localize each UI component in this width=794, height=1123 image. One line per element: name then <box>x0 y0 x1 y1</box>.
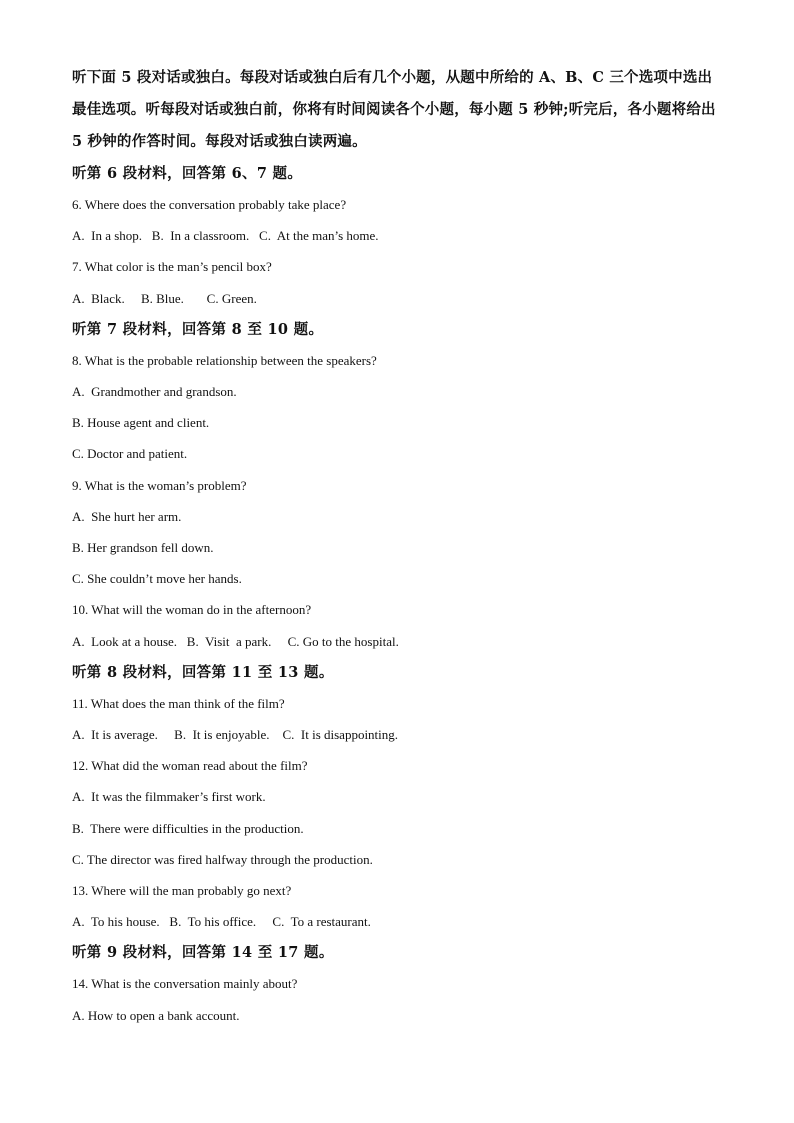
question-text: 10. What will the woman do in the afternoon? <box>72 602 312 618</box>
exam-page <box>72 62 722 1031</box>
section-3 <box>72 657 722 938</box>
question-text: 9. What is the woman’s problem? <box>72 477 247 493</box>
answer-options: C. The director was fired halfway through the production. <box>72 851 373 867</box>
answer-options: C. Doctor and patient. <box>72 446 188 462</box>
answer-options: A. To his house. B. To his office. C. To a restaurant. <box>72 914 371 930</box>
answer-options: A. She hurt her arm. <box>72 508 182 524</box>
answer-options: A. It is average. B. It is enjoyable. C. It is disappointing. <box>72 727 399 743</box>
answer-options: B. House agent and client. <box>72 415 210 431</box>
question-sections <box>72 158 722 1031</box>
section-heading: 听第 7 段材料，回答第 8 至 10 题。 <box>72 320 324 338</box>
question-text: 8. What is the probable relationship between the speakers? <box>72 352 377 368</box>
answer-options: B. There were difficulties in the production. <box>72 820 304 836</box>
section-heading: 听第 9 段材料，回答第 14 至 17 题。 <box>72 944 334 962</box>
section-heading: 听第 8 段材料，回答第 11 至 13 题。 <box>72 663 334 681</box>
answer-options: A. In a shop. B. In a classroom. C. At the man’s home. <box>72 228 379 244</box>
section-2 <box>72 314 722 657</box>
listening-instructions: 听下面 5 段对话或独白。每段对话或独白后有几个小题，从题中所给的 A、B、C 三个选项中选出最佳选项。听每段对话或独白前，你将有时间阅读各个小题，每小题 5 秒钟;听完后，各小题将给出 5 秒钟的作答时间。每段对话或独白读两遍。 <box>72 69 716 150</box>
answer-options: A. Black. B. Blue. C. Green. <box>72 290 257 306</box>
answer-options: A. Grandmother and grandson. <box>72 384 237 400</box>
answer-options: A. How to open a bank account. <box>72 1007 240 1023</box>
section-4 <box>72 937 722 1030</box>
question-text: 7. What color is the man’s pencil box? <box>72 259 272 275</box>
answer-options: B. Her grandson fell down. <box>72 540 214 556</box>
question-text: 14. What is the conversation mainly about? <box>72 976 298 992</box>
question-text: 6. Where does the conversation probably take place? <box>72 197 347 212</box>
section-heading: 听第 6 段材料，回答第 6、7 题。 <box>72 165 303 182</box>
answer-options: C. She couldn’t move her hands. <box>72 571 242 587</box>
answer-options: A. It was the filmmaker’s first work. <box>72 789 266 805</box>
answer-options: A. Look at a house. B. Visit a park. C. Go to the hospital. <box>72 633 399 649</box>
question-text: 13. Where will the man probably go next? <box>72 883 292 899</box>
question-text: 12. What did the woman read about the film? <box>72 758 308 774</box>
section-1 <box>72 158 722 314</box>
question-text: 11. What does the man think of the film? <box>72 695 285 711</box>
